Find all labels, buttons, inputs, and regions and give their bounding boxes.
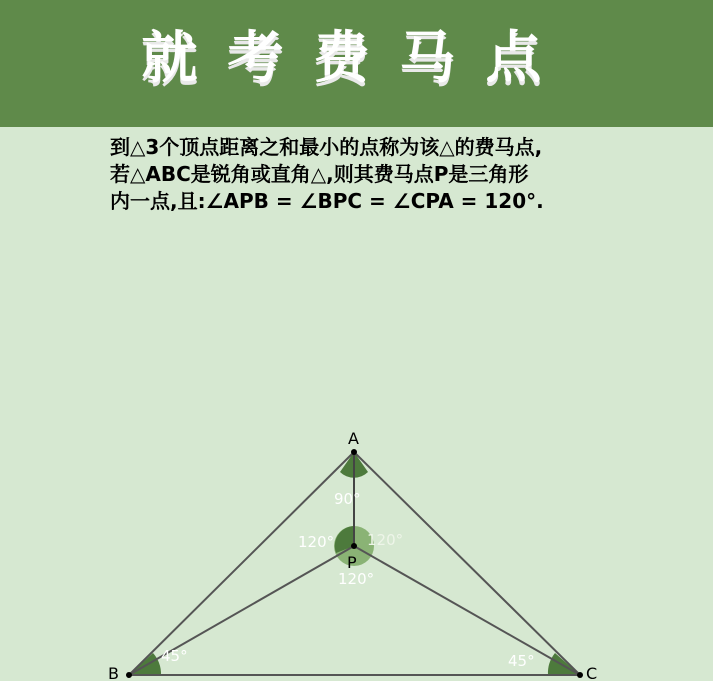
angle-label-a: 90° xyxy=(334,490,361,508)
label-b: B xyxy=(108,664,119,681)
label-p: P xyxy=(347,553,357,572)
page-title: 就考费马点 xyxy=(141,26,572,91)
angle-label-c: 45° xyxy=(508,652,535,670)
description-line-1: 到△3个顶点距离之和最小的点称为该△的费马点, xyxy=(110,135,543,159)
angle-label-b: 45° xyxy=(161,647,188,665)
angle-label-p-bottom: 120° xyxy=(338,570,375,588)
side-ab xyxy=(129,452,354,675)
point-p xyxy=(351,543,357,549)
description-line-3: 内一点,且:∠APB = ∠BPC = ∠CPA = 120°. xyxy=(110,189,544,213)
segment-pc xyxy=(354,546,580,675)
point-c xyxy=(577,672,583,678)
description-line-2: 若△ABC是锐角或直角△,则其费马点P是三角形 xyxy=(110,162,529,186)
point-b xyxy=(126,672,132,678)
label-a: A xyxy=(348,429,359,448)
angle-label-p-left: 120° xyxy=(298,533,335,551)
point-a xyxy=(351,449,357,455)
side-ac xyxy=(354,452,580,675)
angle-label-p-right: 120° xyxy=(367,531,404,549)
label-c: C xyxy=(586,664,598,681)
